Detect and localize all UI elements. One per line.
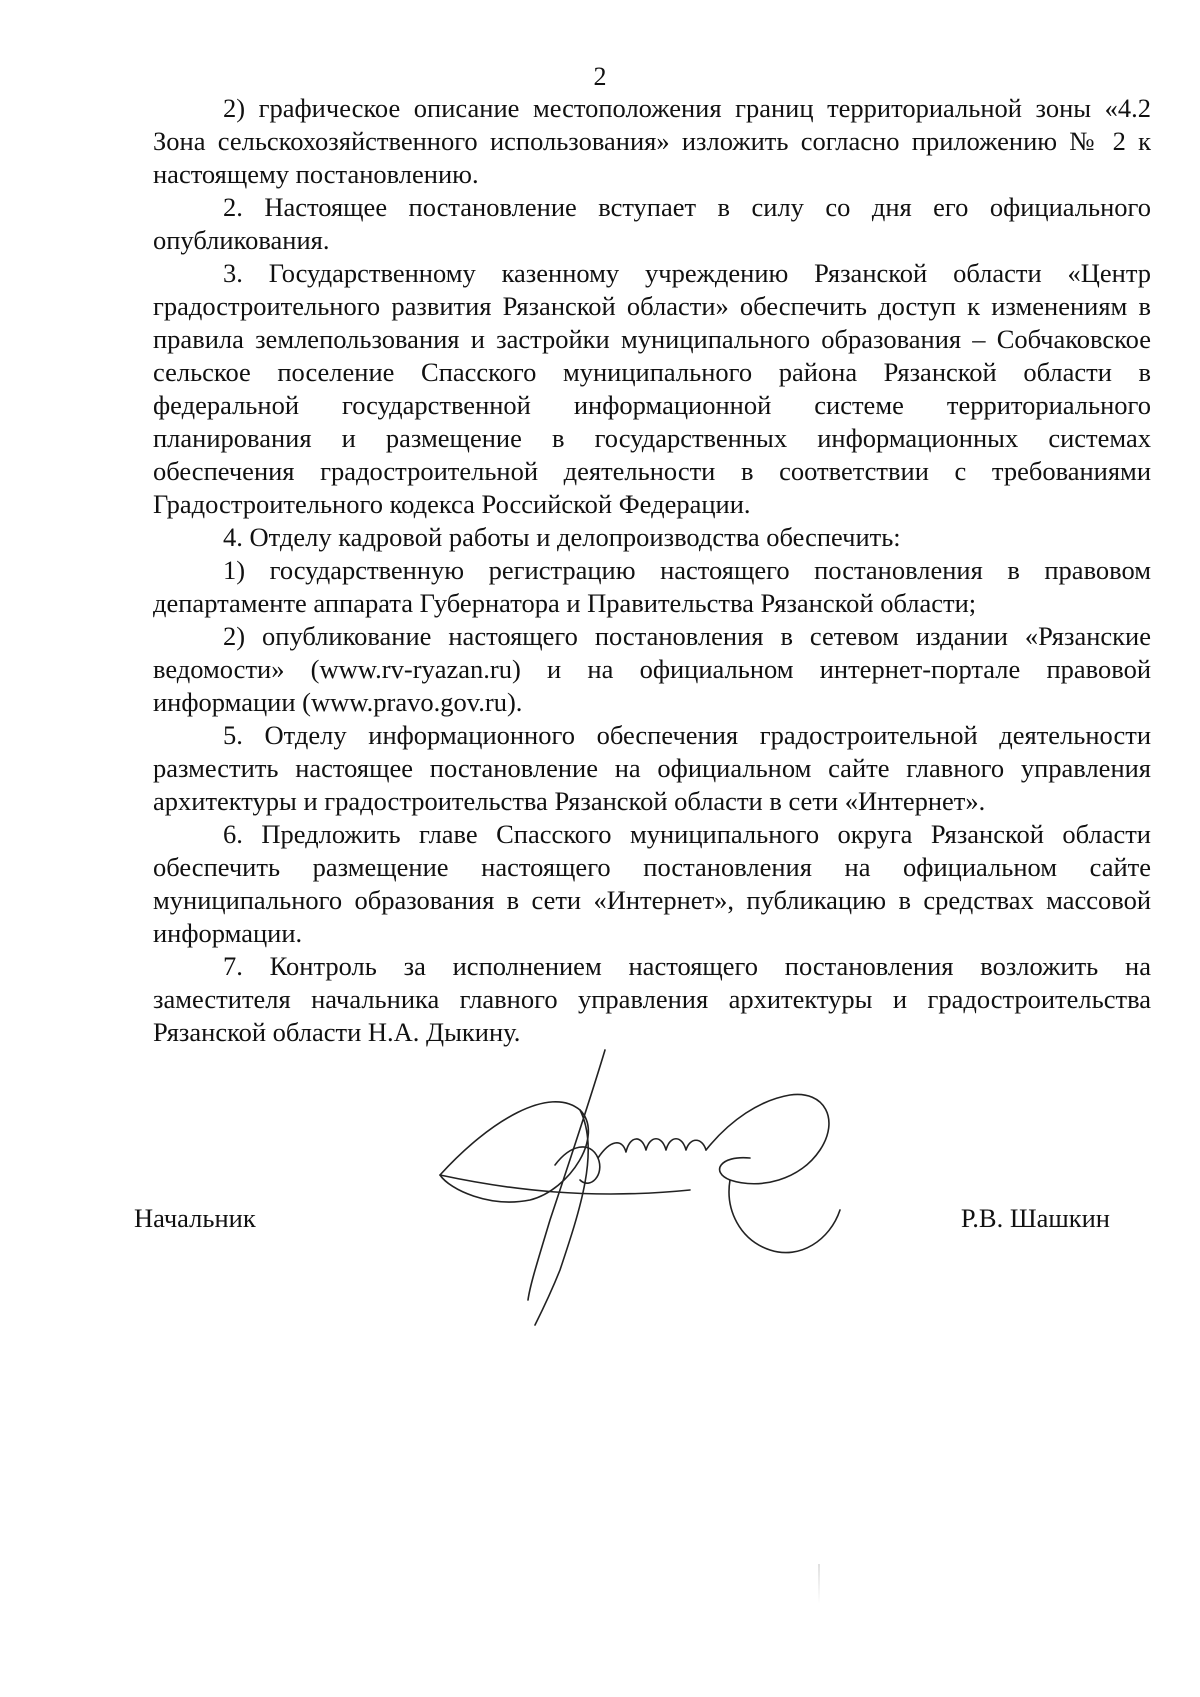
signatory-title: Начальник (134, 1203, 256, 1233)
handwritten-signature (430, 1040, 910, 1330)
document-body (153, 92, 1151, 1049)
paragraph-municipal-head: 6. Предложить главе Спасского муниципального округа Рязанской области обеспечить размещение настоящего постановления на официальном сайте муниципального образования в сети «Интернет», публикацию в средствах массовой информации. (153, 819, 1151, 948)
scan-artifact (818, 1564, 820, 1604)
paragraph-access-provision: 3. Государственному казенному учреждению Рязанской области «Центр градостроительного развития Рязанской области» обеспечить доступ к изменениям в правила землепользования и застройки муниципального образования – Собчаковское сельское поселение Спасского муниципального района Рязанской области в федеральной государственной информационной системе территориального планирования и размещение в государственных информационных системах обеспечения градостроительной деятельности в соответствии с требованиями Градостроительного кодекса Российской Федерации. (153, 258, 1151, 519)
paragraph-state-registration: 1) государственную регистрацию настоящего постановления в правовом департаменте аппарата Губернатора и Правительства Рязанской области; (153, 555, 1151, 618)
paragraph-effective-date: 2. Настоящее постановление вступает в силу со дня его официального опубликования. (153, 192, 1151, 255)
paragraph-hr-department: 4. Отделу кадровой работы и делопроизводства обеспечить: (223, 522, 901, 552)
signatory-name: Р.В. Шашкин (960, 1203, 1110, 1233)
paragraph-publication: 2) опубликование настоящего постановления в сетевом издании «Рязанские ведомости» (www.rv-ryazan.ru) и на официальном интернет-портале правовой информации (www.pravo.gov.ru). (153, 621, 1151, 717)
paragraph-control: 7. Контроль за исполнением настоящего постановления возложить на заместителя начальника главного управления архитектуры и градостроительства Рязанской области Н.А. Дыкину. (153, 951, 1151, 1047)
paragraph-zone-description: 2) графическое описание местоположения границ территориальной зоны «4.2 Зона сельскохозяйственного использования» изложить согласно приложению № 2 к настоящему постановлению. (153, 93, 1151, 189)
paragraph-website-placement: 5. Отделу информационного обеспечения градостроительной деятельности разместить настоящее постановление на официальном сайте главного управления архитектуры и градостроительства Рязанской области в сети «Интернет». (153, 720, 1151, 816)
page-number: 2 (593, 62, 607, 91)
